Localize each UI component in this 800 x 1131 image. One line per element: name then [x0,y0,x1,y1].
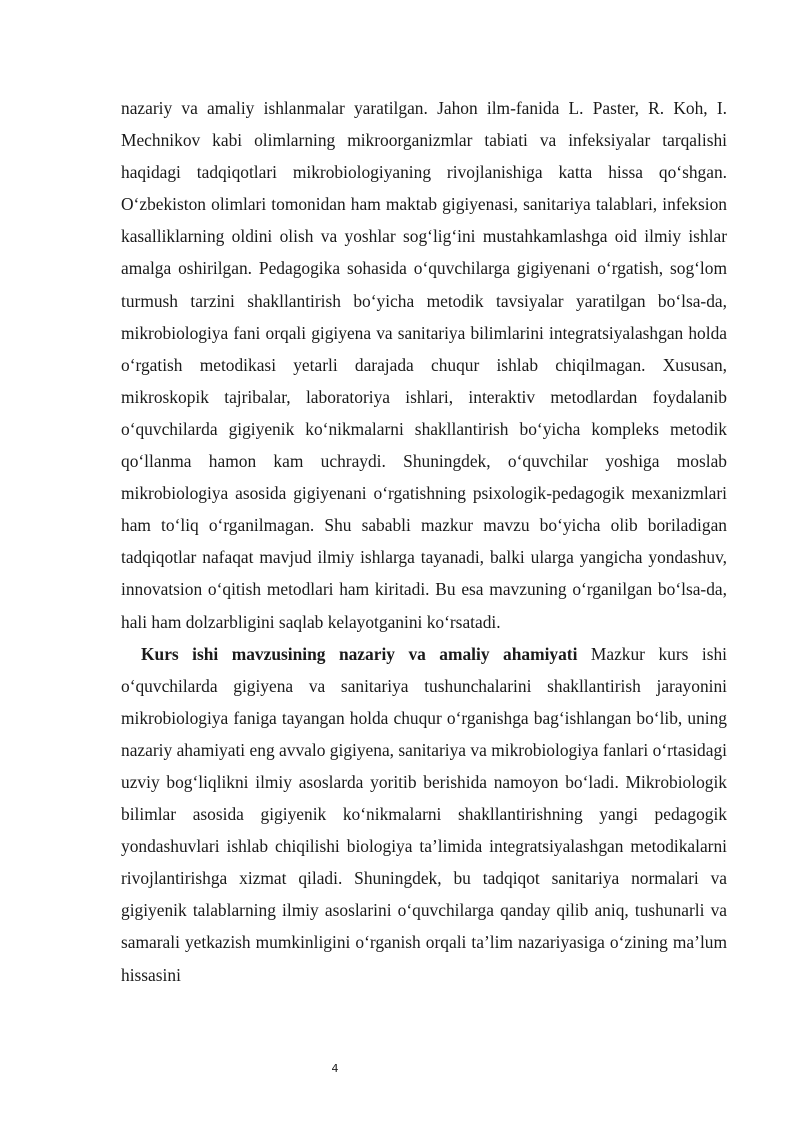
paragraph-2-body: Mazkur kurs ishi o‘quvchilarda gigiyena va sanitariya tushunchalarini shakllantirish jarayonini mikrobiologiya faniga tayangan holda chuqur o‘rganishga bag‘ishlangan bo‘lib, uning nazariy ahamiyati eng avvalo gigiyena, sanitariya va mikrobiologiya fanlari o‘rtasidagi uzviy bog‘liqlikni ilmiy asoslarda yoritib berishida namoyon bo‘ladi. Mikrobiologik bilimlar asosida gigiyenik ko‘nikmalarni shakllantirishning yangi pedagogik yondashuvlari ishlab chiqilishi biologiya ta’limida integratsiyalashgan metodikalarni rivojlantirishga xizmat qiladi. Shuningdek, bu tadqiqot sanitariya normalari va gigiyenik talablarning ilmiy asoslarini o‘quvchilarga qanday qilib aniq, tushunarli va samarali yetkazish mumkinligini o‘rganish orqali ta’lim nazariyasiga o‘zining ma’lum hissasini [121,643,727,985]
document-body [121,92,727,991]
paragraph-2 [121,638,727,991]
section-heading: Kurs ishi mavzusining nazariy va amaliy ahamiyati [141,643,578,664]
paragraph-1: nazariy va amaliy ishlanmalar yaratilgan. Jahon ilm-fanida L. Paster, R. Koh, I. Mechnikov kabi olimlarning mikroorganizmlar tabiati va infeksiyalar tarqalishi haqidagi tadqiqotlari mikrobiologiyaning rivojlanishiga katta hissa qo‘shgan. O‘zbekiston olimlari tomonidan ham maktab gigiyenasi, sanitariya talablari, infeksion kasalliklarning oldini olish va yoshlar sog‘lig‘ini mustahkamlashga oid ilmiy ishlar amalga oshirilgan. Pedagogika sohasida o‘quvchilarga gigiyenani o‘rgatish, sog‘lom turmush tarzini shakllantirish bo‘yicha metodik tavsiyalar yaratilgan bo‘lsa-da, mikrobiologiya fani orqali gigiyena va sanitariya bilimlarini integratsiyalashgan holda o‘rgatish metodikasi yetarli darajada chuqur ishlab chiqilmagan. Xususan, mikroskopik tajribalar, laboratoriya ishlari, interaktiv metodlardan foydalanib o‘quvchilarda gigiyenik ko‘nikmalarni shakllantirish bo‘yicha kompleks metodik qo‘llanma hamon kam uchraydi. Shuningdek, o‘quvchilar yoshiga moslab mikrobiologiya asosida gigiyenani o‘rgatishning psixologik-pedagogik mexanizmlari ham to‘liq o‘rganilmagan. Shu sababli mazkur mavzu bo‘yicha olib boriladigan tadqiqotlar nafaqat mavjud ilmiy ishlarga tayanadi, balki ularga yangicha yondashuv, innovatsion o‘qitish metodlari ham kiritadi. Bu esa mavzuning o‘rganilgan bo‘lsa-da, hali ham dolzarbligini saqlab kelayotganini ko‘rsatadi. [121,98,727,632]
page-number: 4 [331,1062,339,1075]
